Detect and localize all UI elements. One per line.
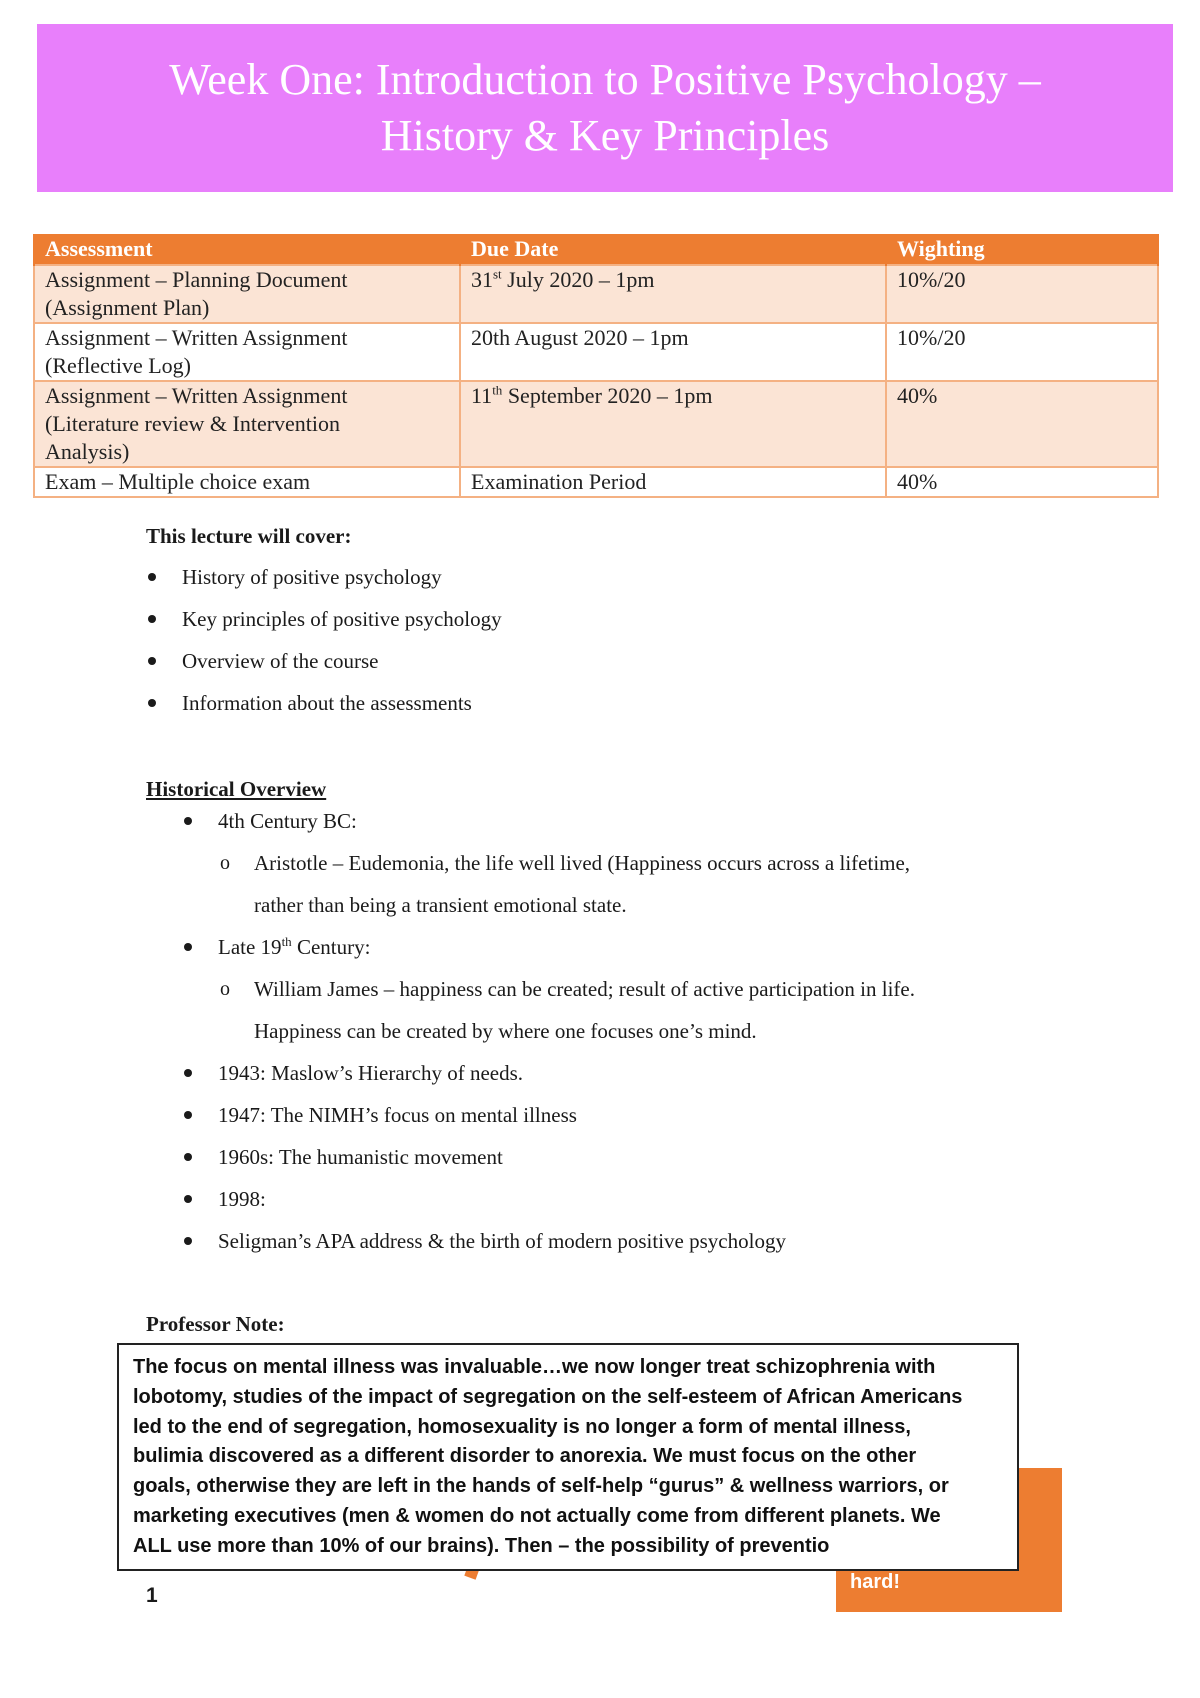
assessment-text: (Assignment Plan) [45,295,210,320]
list-item [146,556,502,598]
cell-assessment [34,381,460,467]
bullet-icon [148,699,156,707]
historical-overview-heading: Historical Overview [146,777,327,801]
bullet-icon [184,1237,192,1245]
title-line-1: Week One: Introduction to Positive Psychology – [169,55,1041,104]
page-number: 1 [146,1584,158,1607]
list-item-text: 1943: Maslow’s Hierarchy of needs. [218,1061,524,1085]
bullet-icon [184,1111,192,1119]
table-row [34,323,1158,381]
due-date-text: July 2020 – 1pm [501,267,655,292]
historical-overview-list [182,800,1062,1262]
bullet-icon [184,817,192,825]
table-row [34,265,1158,323]
list-item-text: 1998: [218,1187,266,1211]
bullet-icon [184,1195,192,1203]
sub-list-item [182,968,1062,1052]
ordinal-suffix: th [492,382,503,398]
cell-assessment: Exam – Multiple choice exam [34,467,460,497]
assessment-text: (Literature review & Intervention [45,411,341,436]
list-item [146,598,502,640]
note-line: marketing executives (men & women do not actually come from different planets. We [133,1504,941,1527]
cell-due-date [460,381,886,467]
assessment-text: Assignment – Written Assignment [45,383,348,408]
title-line-2: History & Key Principles [380,111,830,160]
circle-bullet-icon: o [220,852,230,874]
note-line: lobotomy, studies of the impact of segregation on the self-esteem of African Americans [133,1385,963,1408]
list-item [182,1136,1062,1178]
cell-weighting: 40% [886,381,1158,467]
list-item-text: Information about the assessments [182,691,472,715]
due-date-text: 31 [471,267,493,292]
professor-note-heading: Professor Note: [146,1312,285,1336]
list-item-text: Key principles of positive psychology [182,607,502,631]
list-item-text: History of positive psychology [182,565,442,589]
title-banner [37,24,1173,192]
ordinal-suffix: th [281,934,292,949]
cell-due-date [460,265,886,323]
due-date-text: 11 [471,383,493,408]
list-item-text: 4th Century BC: [218,809,357,833]
note-line: ALL use more than 10% of our brains). Then – the possibility of preventio [133,1534,830,1557]
list-item [182,1052,1062,1094]
list-item-text: 1947: The NIMH’s focus on mental illness [218,1103,577,1127]
list-item [182,1094,1062,1136]
list-item-text: Happiness can be created by where one focuses one’s mind. [254,1019,757,1043]
due-date-text: September 2020 – 1pm [502,383,713,408]
note-line: The focus on mental illness was invaluable…we now longer treat schizophrenia with [133,1356,936,1378]
assessment-table [33,234,1159,498]
table-row [34,381,1158,467]
callout-text: hard! [850,1571,900,1593]
header-weighting: Wighting [886,234,1158,265]
list-item [182,800,1062,842]
circle-bullet-icon: o [220,978,230,1000]
list-item-text: Late 19 [218,935,282,959]
table-row [34,467,1158,497]
list-item [182,926,1062,968]
assessment-text: Assignment – Planning Document [45,267,348,292]
list-item-text: Seligman’s APA address & the birth of modern positive psychology [218,1229,786,1253]
cell-due-date [460,323,886,381]
professor-note-box [117,1343,1019,1571]
cell-due-date: Examination Period [460,467,886,497]
list-item-text: Century: [291,935,371,959]
list-item [182,1220,1062,1262]
page-title [169,52,1040,164]
cell-weighting: 10%/20 [886,265,1158,323]
list-item-text: 1960s: The humanistic movement [218,1145,503,1169]
due-date-text: 20th August 2020 – 1pm [471,325,689,350]
header-due-date: Due Date [460,234,886,265]
cell-assessment [34,265,460,323]
assessment-text: Assignment – Written Assignment [45,325,348,350]
list-item-text: Aristotle – Eudemonia, the life well lived (Happiness occurs across a lifetime, [254,851,911,875]
header-assessment: Assessment [34,234,460,265]
note-line: bulimia discovered as a different disorder to anorexia. We must focus on the other [133,1445,917,1468]
list-item-text: rather than being a transient emotional state. [254,893,627,917]
sub-list-item [182,842,1062,926]
bullet-icon [148,657,156,665]
list-item-text: Overview of the course [182,649,379,673]
bullet-icon [184,1153,192,1161]
ordinal-suffix: st [493,266,502,282]
cell-weighting: 40% [886,467,1158,497]
assessment-text: (Reflective Log) [45,353,191,378]
list-item [146,640,502,682]
cell-weighting: 10%/20 [886,323,1158,381]
list-item-text: William James – happiness can be created; result of active participation in life. [254,977,915,1001]
table-header-row [34,234,1158,265]
bullet-icon [148,573,156,581]
lecture-cover-heading: This lecture will cover: [146,524,352,548]
bullet-icon [184,1069,192,1077]
cell-assessment [34,323,460,381]
list-item [146,682,502,724]
lecture-topic-list [146,556,502,724]
assessment-text: Analysis) [45,439,130,464]
note-line: led to the end of segregation, homosexuality is no longer a form of mental illness, [133,1415,911,1438]
list-item [182,1178,1062,1220]
bullet-icon [184,943,192,951]
bullet-icon [148,615,156,623]
note-line: goals, otherwise they are left in the hands of self-help “gurus” & wellness warriors, or [133,1475,949,1498]
